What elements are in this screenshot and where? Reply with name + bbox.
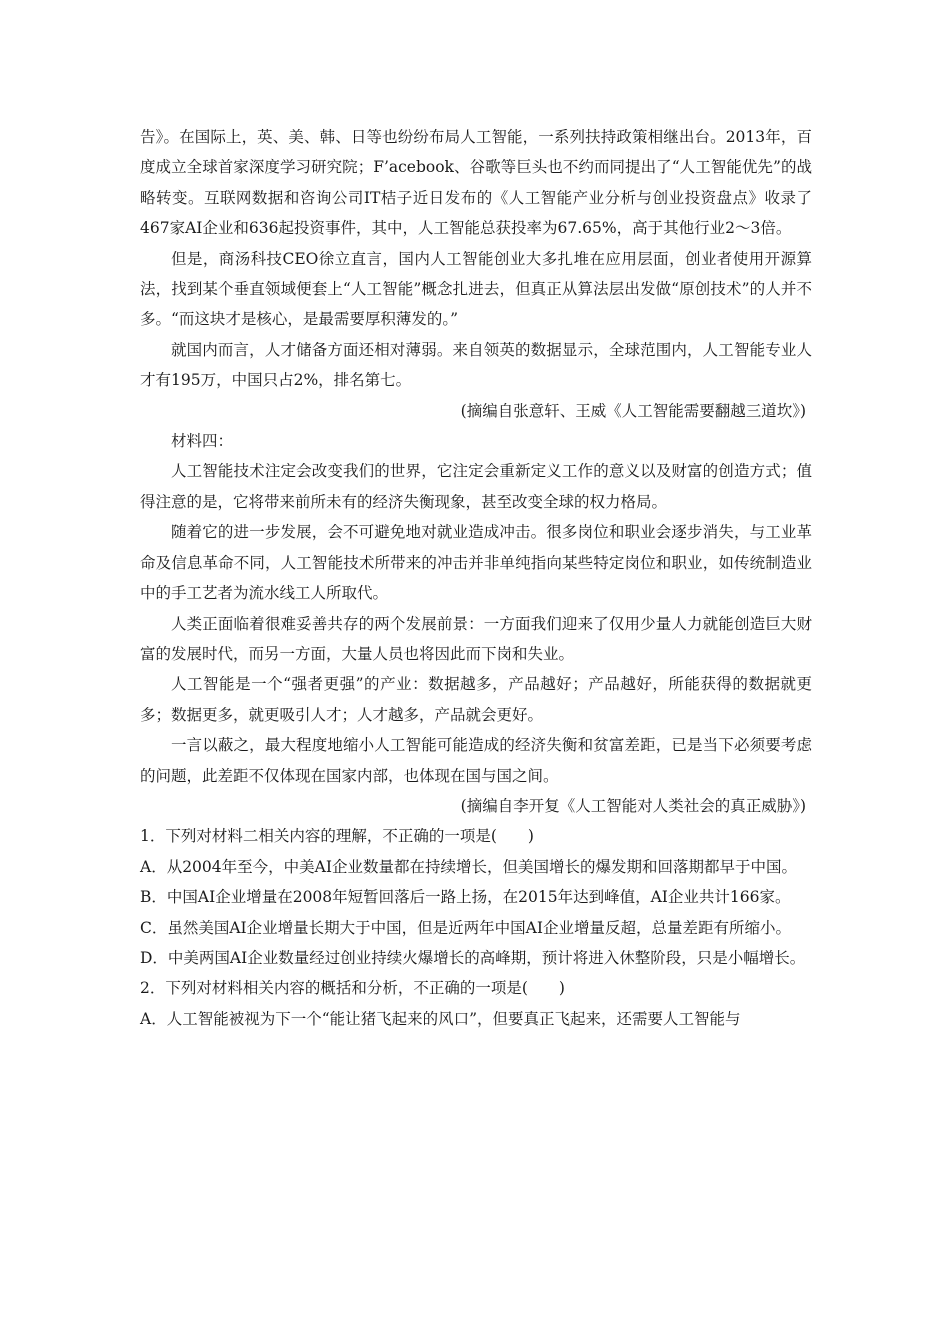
material-label: 材料四： bbox=[171, 432, 234, 451]
question-stem: 2．下列对材料相关内容的概括和分析，不正确的一项是( ) bbox=[140, 979, 565, 998]
question-option: D．中美两国AI企业数量经过创业持续火爆增长的高峰期，预计将进入休整阶段，只是小幅增长。 bbox=[140, 948, 806, 967]
paragraph: 就国内而言，人才储备方面还相对薄弱。来自领英的数据显示，全球范围内，人工智能专业人才有195万，中国只占2%，排名第七。 bbox=[140, 340, 812, 390]
source-citation: (摘编自张意轩、王威《人工智能需要翻越三道坎》) bbox=[460, 401, 806, 420]
paragraph: 但是，商汤科技CEO徐立直言，国内人工智能创业大多扎堆在应用层面，创业者使用开源算法，找到某个垂直领域便套上“人工智能”概念扎进去，但真正从算法层出发做“原创技术”的人并不多。“而这块才是核心，是最需要厚积薄发的。” bbox=[140, 249, 812, 329]
paragraph: 人工智能技术注定会改变我们的世界，它注定会重新定义工作的意义以及财富的创造方式；值得注意的是，它将带来前所未有的经济失衡现象，甚至改变全球的权力格局。 bbox=[140, 462, 812, 511]
paragraph-continued: 告》。在国际上，英、美、韩、日等也纷纷布局人工智能，一系列扶持政策相继出台。2013年，百度成立全球首家深度学习研究院；F’acebook、谷歌等巨头也不约而同提出了“人工智能优先”的战略转变。互联网数据和咨询公司IT桔子近日发布的《人工智能产业分析与创业投资盘点》收录了467家AI企业和636起投资事件，其中，人工智能总获投率为67.65%，高于其他行业2～3倍。 bbox=[140, 128, 812, 238]
question-option: C．虽然美国AI企业增量长期大于中国，但是近两年中国AI企业增量反超，总量差距有所缩小。 bbox=[140, 918, 791, 937]
paragraph: 人工智能是一个“强者更强”的产业：数据越多，产品越好；产品越好，所能获得的数据就更多；数据更多，就更吸引人才；人才越多，产品就会更好。 bbox=[140, 675, 812, 724]
document-page bbox=[140, 122, 812, 1034]
question-stem: 1．下列对材料二相关内容的理解，不正确的一项是( ) bbox=[140, 827, 534, 846]
source-citation: (摘编自李开复《人工智能对人类社会的真正威胁》) bbox=[460, 796, 806, 815]
paragraph: 一言以蔽之，最大程度地缩小人工智能可能造成的经济失衡和贫富差距，已是当下必须要考虑的问题，此差距不仅体现在国家内部，也体现在国与国之间。 bbox=[140, 736, 812, 785]
question-option: B．中国AI企业增量在2008年短暂回落后一路上扬，在2015年达到峰值，AI企业共计166家。 bbox=[140, 888, 791, 907]
question-option: A．人工智能被视为下一个“能让猪飞起来的风口”，但要真正飞起来，还需要人工智能与 bbox=[140, 1009, 741, 1028]
paragraph: 随着它的进一步发展，会不可避免地对就业造成冲击。很多岗位和职业会逐步消失，与工业革命及信息革命不同，人工智能技术所带来的冲击并非单纯指向某些特定岗位和职业，如传统制造业中的手工艺者为流水线工人所取代。 bbox=[140, 523, 812, 603]
question-option: A．从2004年至今，中美AI企业数量都在持续增长，但美国增长的爆发期和回落期都早于中国。 bbox=[140, 857, 797, 876]
paragraph: 人类正面临着很难妥善共存的两个发展前景：一方面我们迎来了仅用少量人力就能创造巨大财富的发展时代，而另一方面，大量人员也将因此而下岗和失业。 bbox=[140, 614, 812, 663]
